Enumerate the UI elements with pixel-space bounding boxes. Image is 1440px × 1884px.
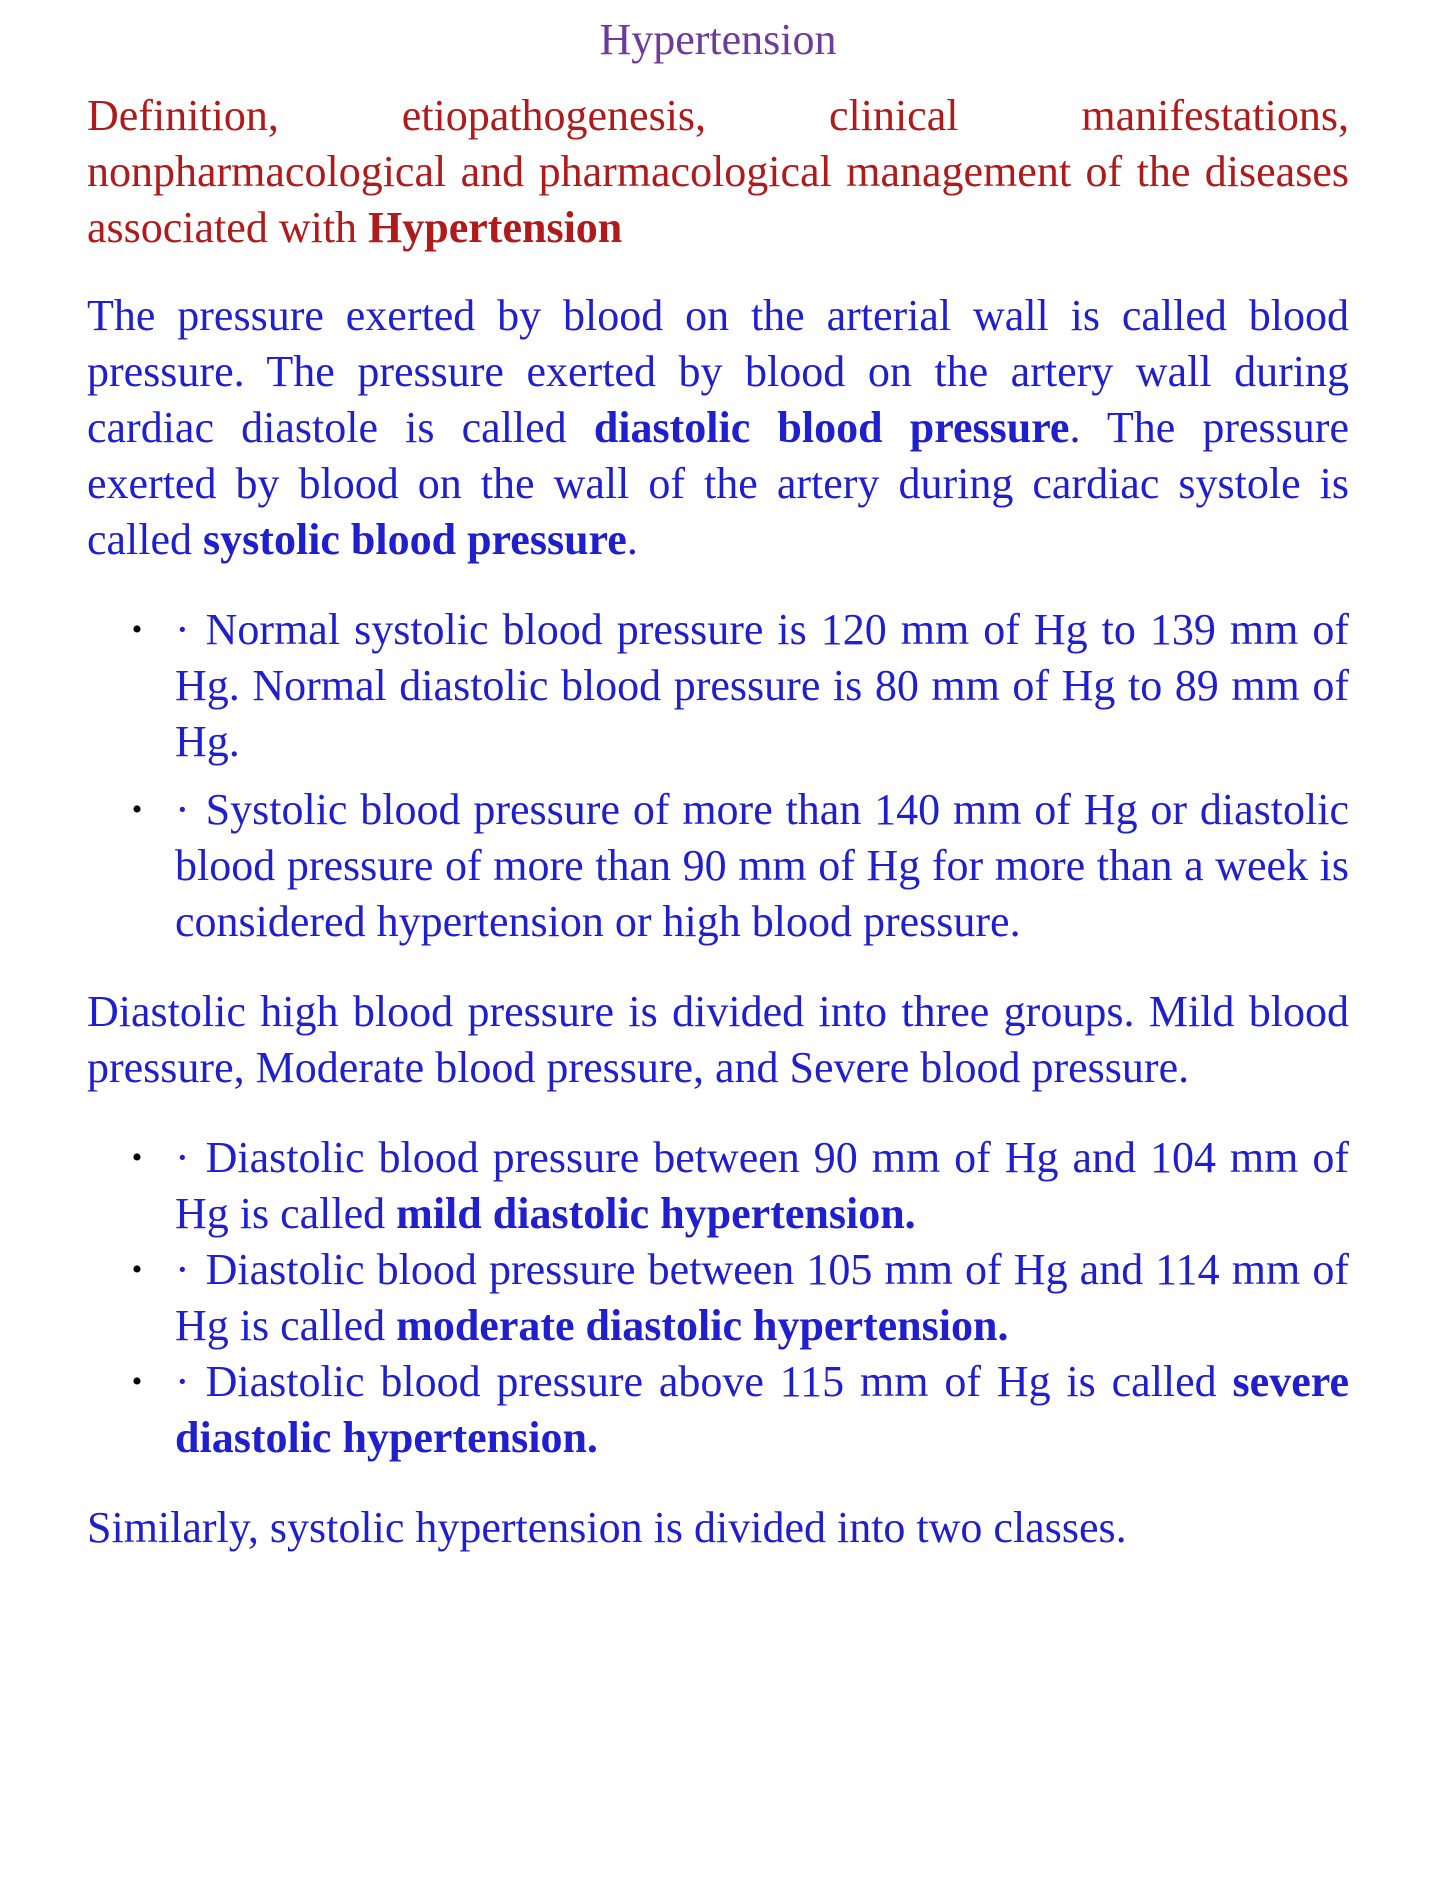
middle-dot-marker: · <box>175 785 190 834</box>
intro-text-3: . <box>626 515 638 564</box>
list-item-text: Normal systolic blood pressure is 120 mm of Hg to 139 mm of Hg. Normal diastolic blood pressure is 80 mm of Hg to 89 mm of Hg. <box>175 605 1349 766</box>
intro-paragraph <box>87 288 1349 568</box>
list-item <box>87 1354 1349 1466</box>
list-item <box>87 602 1349 770</box>
bullet-icon <box>127 1130 147 1186</box>
bullet-icon <box>127 602 147 658</box>
subtitle-bold-term: Hypertension <box>368 203 623 252</box>
list-item <box>87 1130 1349 1242</box>
list-item-bold-term: mild diastolic hypertension. <box>396 1189 916 1238</box>
list-item <box>87 782 1349 950</box>
closing-paragraph: Similarly, systolic hypertension is divided into two classes. <box>87 1503 1127 1552</box>
bullet-icon <box>127 1242 147 1298</box>
bullet-icon <box>127 1354 147 1410</box>
list-item-text: Diastolic blood pressure above 115 mm of Hg is called <box>205 1357 1233 1406</box>
middle-dot-marker: · <box>175 1357 190 1406</box>
middle-dot-marker: · <box>175 1245 190 1294</box>
middle-dot-marker: · <box>175 605 190 654</box>
document-page <box>87 12 1349 1590</box>
intro-text-1: The pressure exerted by blood on the arterial wall is called blood pressure. The pressure exerted by blood on the artery wall during cardiac diastole is called <box>87 291 1349 452</box>
systolic-term: systolic blood pressure <box>203 515 627 564</box>
list-item-bold-term: moderate diastolic hypertension. <box>396 1301 1009 1350</box>
normal-ranges-list <box>87 602 1349 950</box>
middle-dot-marker: · <box>175 1133 190 1182</box>
list-item-text: Systolic blood pressure of more than 140 mm of Hg or diastolic blood pressure of more than 90 mm of Hg for more than a week is considered hypertension or high blood pressure. <box>175 785 1349 946</box>
subtitle-heading <box>87 88 1349 256</box>
list-item-text: Diastolic blood pressure between 90 mm of Hg and 104 mm of Hg is called <box>175 1133 1349 1238</box>
diastolic-groups-paragraph: Diastolic high blood pressure is divided into three groups. Mild blood pressure, Moderate blood pressure, and Severe blood pressure. <box>87 987 1349 1092</box>
list-item-text: Diastolic blood pressure between 105 mm of Hg and 114 mm of Hg is called <box>175 1245 1349 1350</box>
intro-text-2: . The pressure exerted by blood on the wall of the artery during cardiac systole is called <box>87 403 1349 564</box>
page-title: Hypertension <box>599 15 837 64</box>
diastolic-groups-list <box>87 1130 1349 1466</box>
diastolic-term: diastolic blood pressure <box>593 403 1070 452</box>
subtitle-text: Definition, etiopathogenesis, clinical manifestations, nonpharmacological and pharmacological management of the diseases associated with <box>87 91 1349 252</box>
list-item-bold-term: severe diastolic hypertension. <box>175 1357 1349 1462</box>
bullet-icon <box>127 782 147 838</box>
list-item <box>87 1242 1349 1354</box>
